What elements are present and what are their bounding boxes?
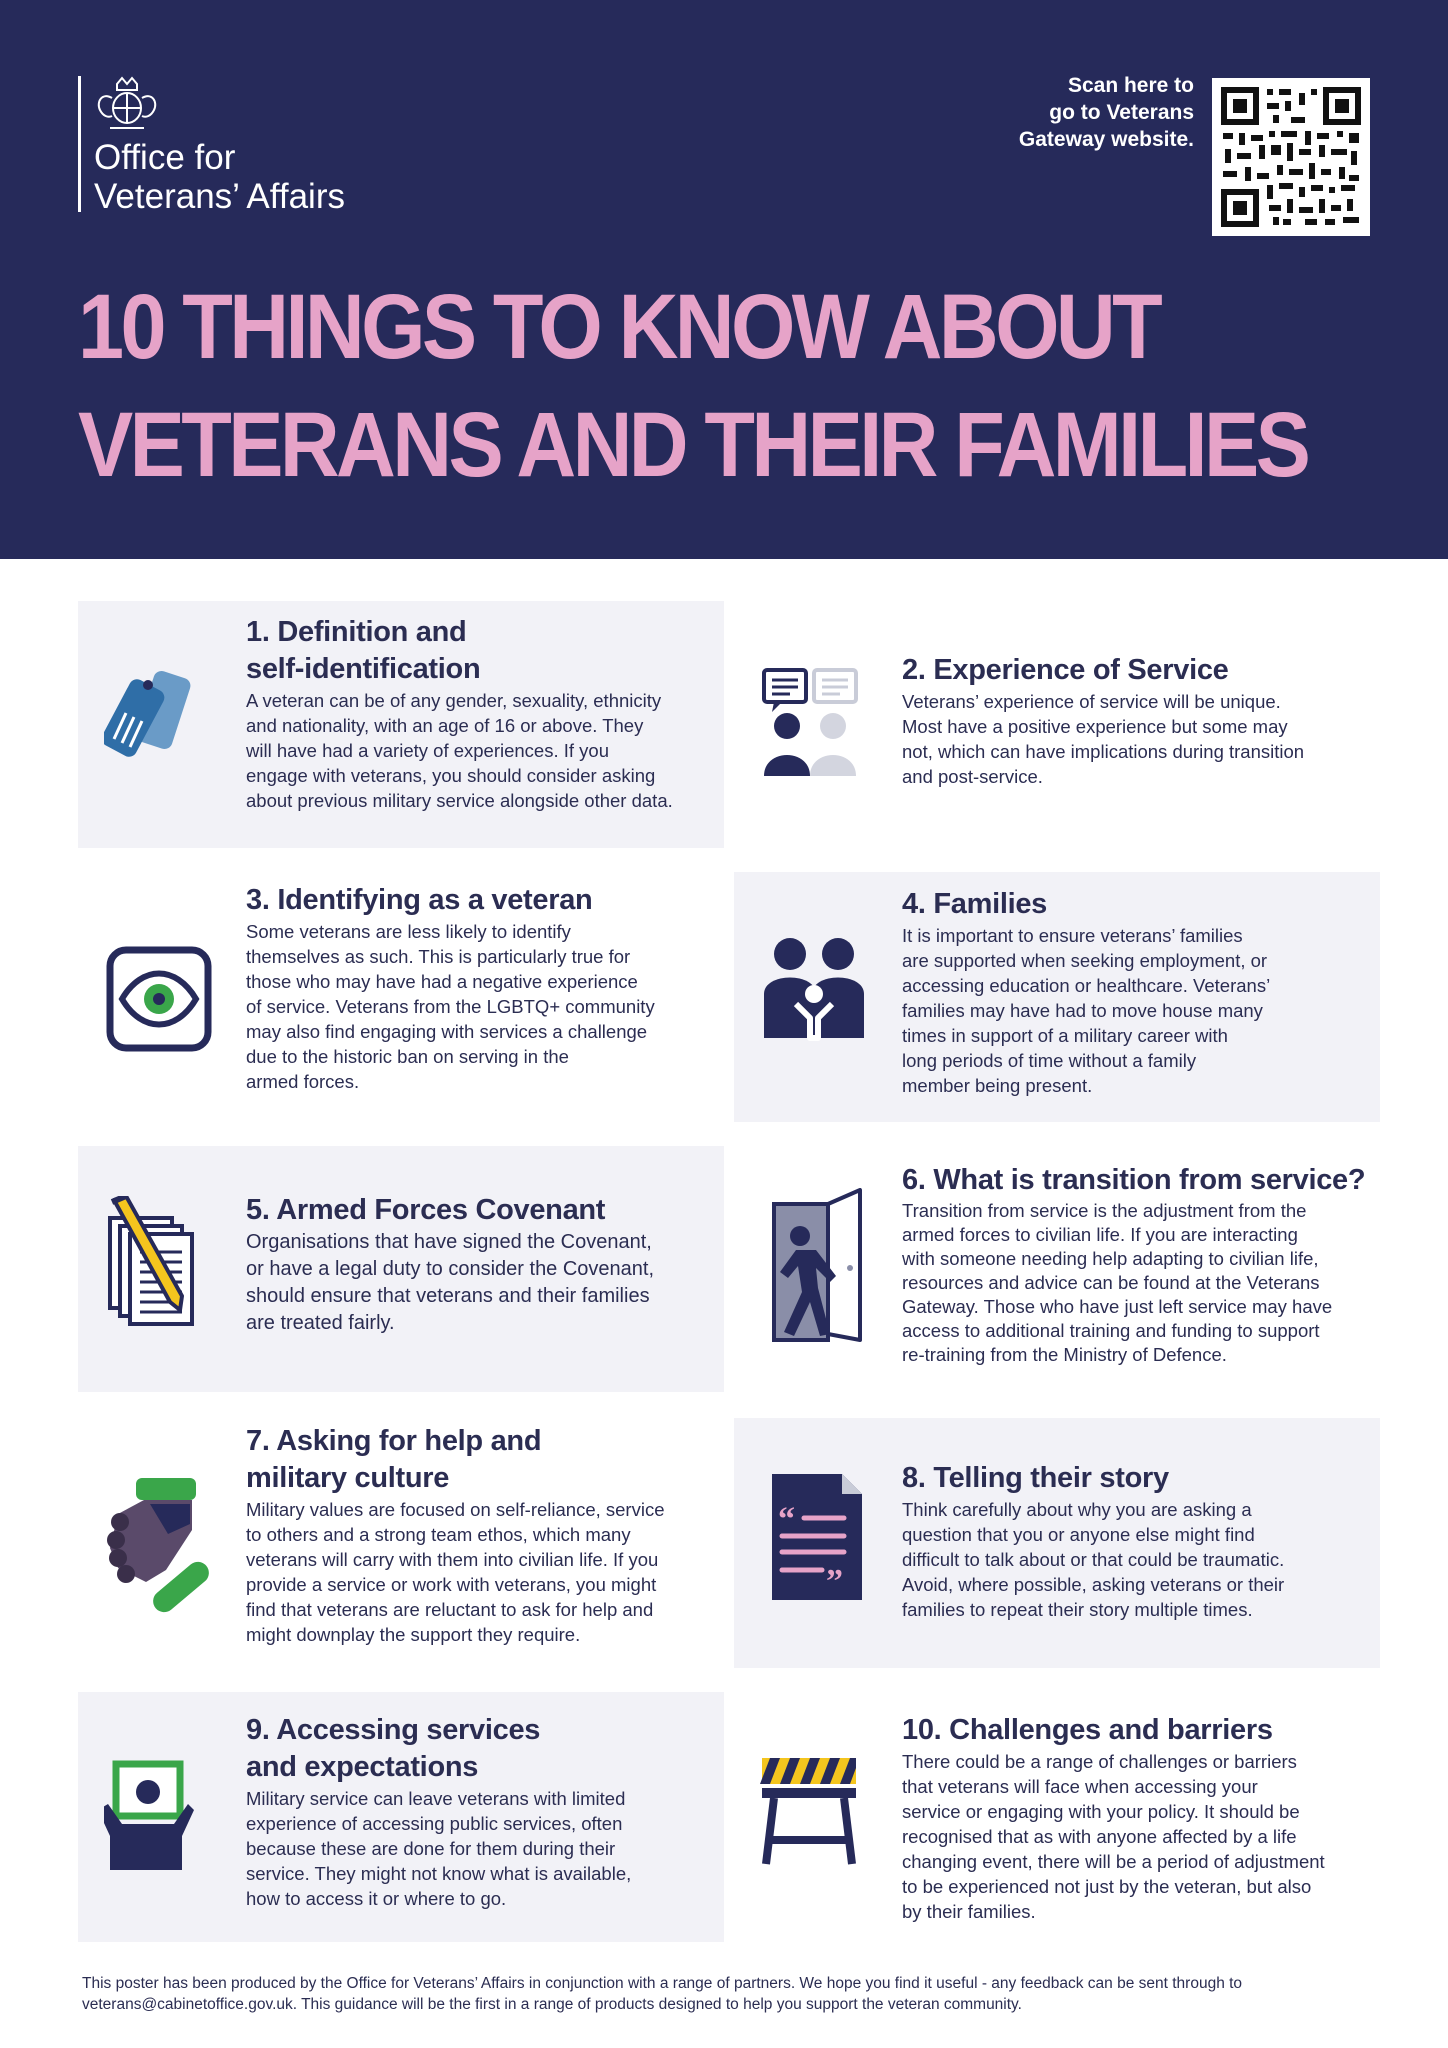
body-line: recognised that as with anyone affected by a life	[902, 1826, 1297, 1847]
body-line: are supported when seeking employment, or	[902, 950, 1268, 971]
body-line: because these are done for them during their	[246, 1838, 616, 1859]
body-line: Some veterans are less likely to identify	[246, 921, 571, 942]
body-line: will have had a variety of experiences. If you	[246, 740, 609, 761]
body-line: Military values are focused on self-reliance, service	[246, 1499, 665, 1520]
scan-text-line2: go to Veterans	[1049, 101, 1194, 124]
item-heading-5	[246, 1192, 724, 1229]
helping-hand-icon	[104, 1476, 214, 1616]
body-line: Gateway. Those who have just left service may have	[902, 1296, 1333, 1317]
body-line: engage with veterans, you should consider asking	[246, 765, 656, 786]
item-card-1	[78, 601, 724, 848]
item-heading-1-line1: 1. Definition and	[246, 616, 467, 648]
body-line: themselves as such. This is particularly true for	[246, 946, 631, 967]
item-text-3	[246, 882, 724, 1094]
item-text-1	[246, 614, 724, 813]
body-line: and post-service.	[902, 766, 1043, 787]
body-line: A veteran can be of any gender, sexuality, ethnicity	[246, 690, 662, 711]
body-line: long periods of time without a family	[902, 1050, 1197, 1071]
body-line: may also find engaging with services a challenge	[246, 1021, 648, 1042]
logo-text-line1: Office for	[94, 138, 236, 177]
item-heading-10	[902, 1712, 1380, 1749]
body-line: difficult to talk about or that could be traumatic.	[902, 1549, 1285, 1570]
item-heading-8-line1: 8. Telling their story	[902, 1462, 1169, 1494]
footer-line1: This poster has been produced by the Office for Veterans’ Affairs in conjunction with a range of partners. We hope you find it useful - any feedback can be sent through to	[82, 1975, 1243, 1992]
item-text-4	[902, 886, 1380, 1098]
body-line: that veterans will face when accessing your	[902, 1776, 1258, 1797]
item-body-8	[902, 1497, 1380, 1622]
item-text-10	[902, 1712, 1380, 1924]
body-line: resources and advice can be found at the Veterans	[902, 1272, 1320, 1293]
document-pencil-icon	[104, 1196, 214, 1336]
svg-text:”: ”	[826, 1563, 843, 1600]
page-title	[78, 268, 1307, 504]
body-line: of service. Veterans from the LGBTQ+ community	[246, 996, 655, 1017]
item-body-6	[902, 1199, 1380, 1367]
body-line: It is important to ensure veterans’ families	[902, 925, 1243, 946]
body-line: Organisations that have signed the Covenant,	[246, 1231, 652, 1253]
body-line: changing event, there will be a period of adjustment	[902, 1851, 1325, 1872]
item-heading-9-line2: and expectations	[246, 1751, 479, 1783]
body-line: question that you or anyone else might find	[902, 1524, 1255, 1545]
body-line: to others and a strong team ethos, which many	[246, 1524, 631, 1545]
item-heading-1	[246, 614, 724, 688]
item-body-9	[246, 1786, 724, 1911]
item-text-9	[246, 1712, 724, 1911]
body-line: Military service can leave veterans with limited	[246, 1788, 626, 1809]
body-line: accessing education or healthcare. Veterans’	[902, 975, 1271, 996]
logo-divider	[78, 76, 81, 212]
body-line: with someone needing help adapting to civilian life,	[902, 1248, 1319, 1269]
item-heading-8	[902, 1460, 1380, 1497]
body-line: access to additional training and funding to support	[902, 1320, 1320, 1341]
logo-text-line2: Veterans’ Affairs	[94, 177, 345, 216]
body-line: armed forces to civilian life. If you are interacting	[902, 1224, 1298, 1245]
item-card-8	[734, 1418, 1380, 1668]
item-heading-9-line1: 9. Accessing services	[246, 1714, 541, 1746]
dog-tags-icon	[104, 663, 204, 773]
header-banner	[0, 0, 1448, 559]
family-icon	[760, 932, 870, 1042]
body-line: to be experienced not just by the veteran, but also	[902, 1876, 1312, 1897]
body-line: or have a legal duty to consider the Covenant,	[246, 1258, 655, 1280]
body-line: due to the historic ban on serving in the	[246, 1046, 569, 1067]
body-line: service. They might not know what is available,	[246, 1863, 632, 1884]
item-heading-4-line1: 4. Families	[902, 888, 1047, 920]
item-body-2	[902, 689, 1380, 789]
item-body-5	[246, 1229, 724, 1337]
body-line: armed forces.	[246, 1071, 360, 1092]
body-line: families may have had to move house many	[902, 1000, 1263, 1021]
body-line: Transition from service is the adjustment from the	[902, 1200, 1307, 1221]
office-for-veterans-affairs-logo[interactable]	[78, 76, 378, 216]
item-body-3	[246, 919, 724, 1094]
body-line: not, which can have implications during transition	[902, 741, 1305, 762]
scan-text-line1: Scan here to	[1067, 74, 1194, 97]
person-door-icon	[760, 1188, 870, 1348]
item-body-10	[902, 1749, 1380, 1924]
item-heading-7-line1: 7. Asking for help and	[246, 1425, 542, 1457]
people-speech-icon	[760, 668, 860, 778]
item-heading-7	[246, 1423, 724, 1497]
item-text-7	[246, 1423, 724, 1647]
item-heading-10-line1: 10. Challenges and barriers	[902, 1714, 1273, 1746]
item-card-2	[734, 630, 1380, 810]
barrier-icon	[760, 1758, 870, 1868]
item-text-5	[246, 1192, 724, 1337]
body-line: experience of accessing public services, often	[246, 1813, 623, 1834]
body-line: should ensure that veterans and their families	[246, 1285, 650, 1307]
item-heading-3	[246, 882, 724, 919]
body-line: Veterans’ experience of service will be unique.	[902, 691, 1281, 712]
item-heading-2	[902, 652, 1380, 689]
scan-text-line3: Gateway website.	[1018, 128, 1194, 151]
body-line: might downplay the support they require.	[246, 1624, 581, 1645]
body-line: times in support of a military career with	[902, 1025, 1228, 1046]
item-body-1	[246, 688, 724, 813]
body-line: Avoid, where possible, asking veterans or their	[902, 1574, 1285, 1595]
body-line: by their families.	[902, 1901, 1036, 1922]
body-line: families to repeat their story multiple times.	[902, 1599, 1253, 1620]
item-heading-7-line2: military culture	[246, 1462, 450, 1494]
royal-crest-icon	[92, 76, 162, 136]
scan-instruction	[954, 72, 1194, 153]
body-line: those who may have had a negative experience	[246, 971, 638, 992]
item-heading-6-line1: 6. What is transition from service?	[902, 1164, 1366, 1196]
person-screen-icon	[104, 1758, 214, 1878]
item-card-6	[734, 1160, 1380, 1380]
body-line: service or engaging with your policy. It should be	[902, 1801, 1300, 1822]
item-text-2	[902, 652, 1380, 789]
body-line: There could be a range of challenges or barriers	[902, 1751, 1297, 1772]
svg-text:“: “	[778, 1501, 795, 1538]
body-line: find that veterans are reluctant to ask for help and	[246, 1599, 654, 1620]
item-heading-3-line1: 3. Identifying as a veteran	[246, 884, 593, 916]
footer-line2[interactable]: veterans@cabinetoffice.gov.uk. This guidance will be the first in a range of products designed to help you support the veteran community.	[82, 1996, 1022, 2013]
body-line: and nationality, with an age of 16 or above. They	[246, 715, 644, 736]
item-body-7	[246, 1497, 724, 1647]
eye-icon	[104, 944, 214, 1054]
item-card-5	[78, 1146, 724, 1392]
item-card-7	[78, 1418, 724, 1658]
title-line2: VETERANS AND THEIR FAMILIES	[78, 394, 1308, 496]
body-line: how to access it or where to go.	[246, 1888, 507, 1909]
body-line: veterans will carry with them into civilian life. If you	[246, 1549, 659, 1570]
item-body-4	[902, 923, 1380, 1098]
item-card-10	[734, 1692, 1380, 1942]
body-line: provide a service or work with veterans, you might	[246, 1574, 657, 1595]
quote-document-icon	[760, 1474, 870, 1614]
qr-code[interactable]	[1212, 78, 1370, 236]
body-line: about previous military service alongside other data.	[246, 790, 673, 811]
title-line1: 10 THINGS TO KNOW ABOUT	[78, 276, 1160, 378]
body-line: member being present.	[902, 1075, 1093, 1096]
item-heading-4	[902, 886, 1380, 923]
item-heading-6	[902, 1162, 1380, 1199]
item-heading-5-line1: 5. Armed Forces Covenant	[246, 1194, 606, 1226]
item-text-8	[902, 1460, 1380, 1622]
item-text-6	[902, 1162, 1380, 1367]
item-heading-9	[246, 1712, 724, 1786]
body-line: Think carefully about why you are asking a	[902, 1499, 1252, 1520]
item-heading-2-line1: 2. Experience of Service	[902, 654, 1229, 686]
item-card-3	[78, 872, 724, 1112]
qr-code-icon	[1221, 87, 1361, 227]
body-line: are treated fairly.	[246, 1312, 395, 1334]
item-card-4	[734, 872, 1380, 1122]
item-card-9	[78, 1692, 724, 1942]
body-line: Most have a positive experience but some may	[902, 716, 1288, 737]
footer-note	[82, 1973, 1382, 2015]
item-heading-1-line2: self-identification	[246, 653, 481, 685]
body-line: re-training from the Ministry of Defence.	[902, 1344, 1227, 1365]
